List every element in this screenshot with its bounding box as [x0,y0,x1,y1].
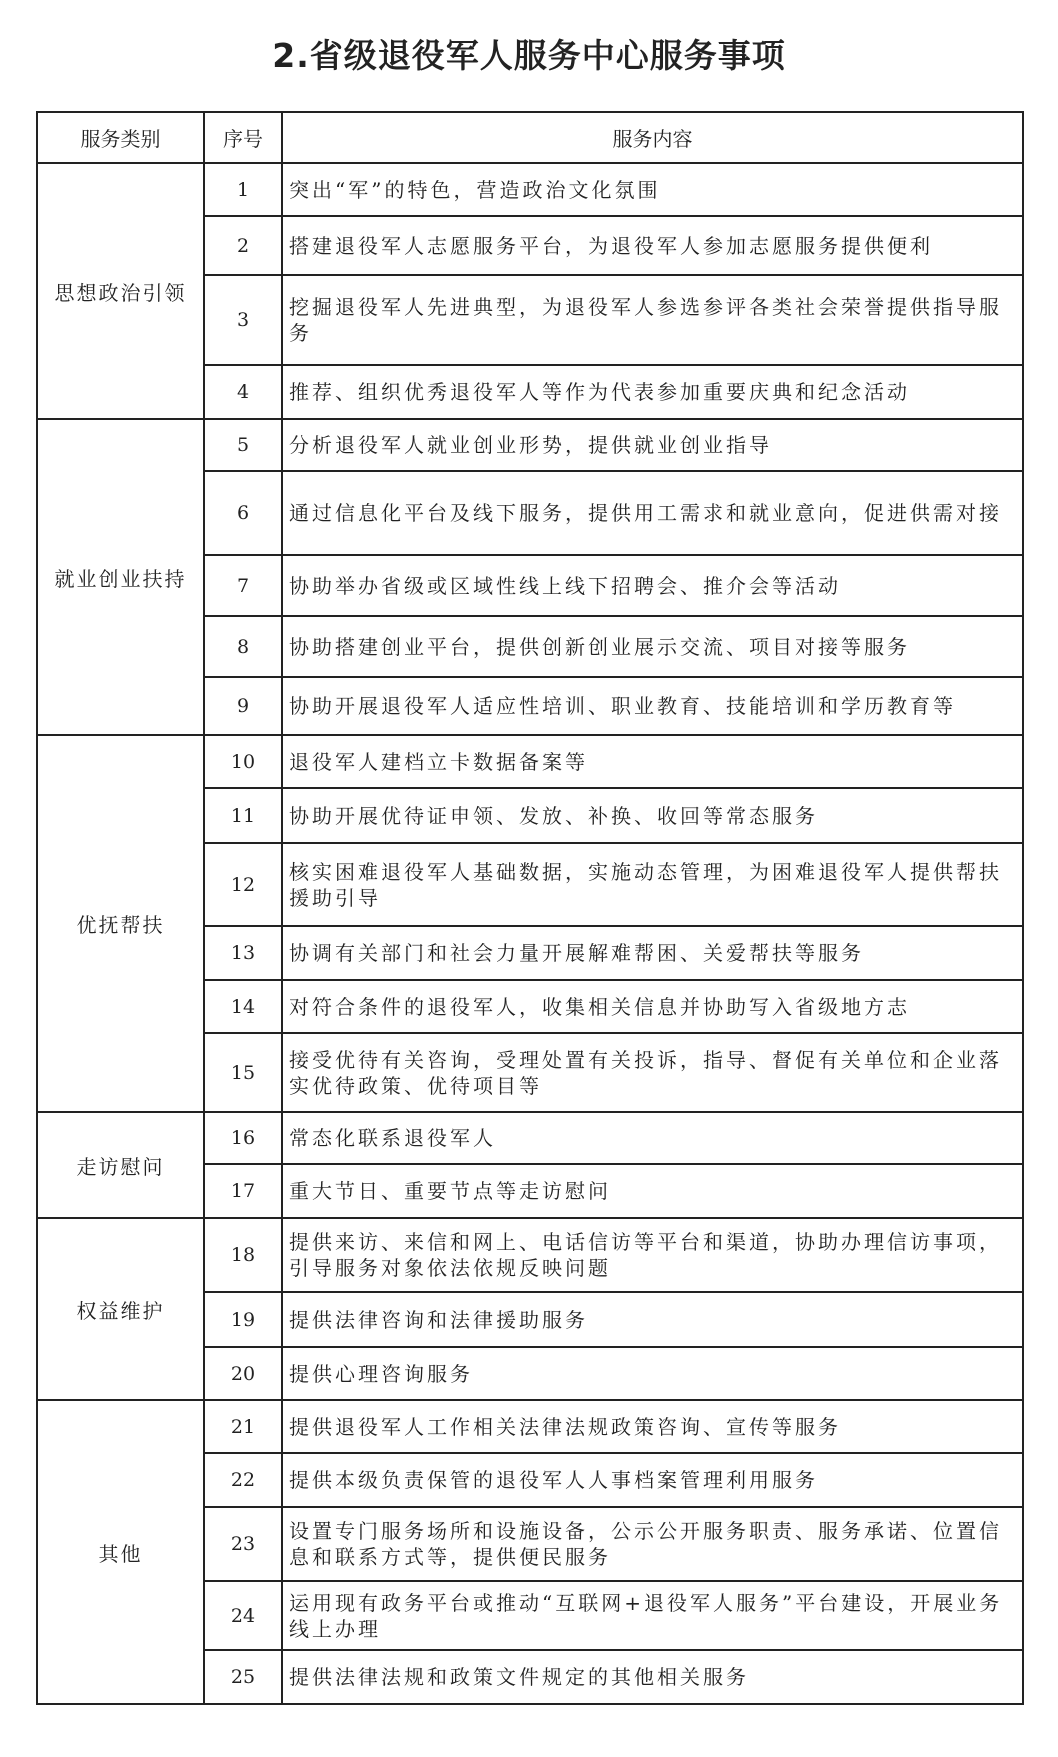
item-number: 3 [204,275,282,365]
item-number: 6 [204,471,282,555]
item-number: 10 [204,735,282,788]
item-content: 协调有关部门和社会力量开展解难帮困、关爱帮扶等服务 [282,926,1023,980]
item-content: 接受优待有关咨询，受理处置有关投诉，指导、督促有关单位和企业落实优待政策、优待项目等 [282,1033,1023,1112]
item-number: 25 [204,1650,282,1704]
item-number: 23 [204,1507,282,1581]
item-content: 提供法律咨询和法律援助服务 [282,1292,1023,1347]
item-number: 7 [204,555,282,616]
item-number: 15 [204,1033,282,1112]
item-content: 重大节日、重要节点等走访慰问 [282,1164,1023,1218]
table-row [37,735,1023,788]
item-number: 17 [204,1164,282,1218]
page-title: 2.省级退役军人服务中心服务事项 [272,36,786,75]
item-content: 常态化联系退役军人 [282,1112,1023,1164]
item-content: 设置专门服务场所和设施设备，公示公开服务职责、服务承诺、位置信息和联系方式等，提供便民服务 [282,1507,1023,1581]
item-content: 协助举办省级或区域性线上线下招聘会、推介会等活动 [282,555,1023,616]
item-number: 1 [204,163,282,216]
item-number: 16 [204,1112,282,1164]
category-cell: 思想政治引领 [37,163,204,419]
category-cell: 权益维护 [37,1218,204,1400]
item-number: 8 [204,616,282,677]
item-content: 提供法律法规和政策文件规定的其他相关服务 [282,1650,1023,1704]
category-cell: 就业创业扶持 [37,419,204,735]
item-content: 提供本级负责保管的退役军人人事档案管理利用服务 [282,1453,1023,1507]
category-cell: 其他 [37,1400,204,1704]
header-number: 序号 [204,112,282,163]
header-category: 服务类别 [37,112,204,163]
item-content: 协助开展退役军人适应性培训、职业教育、技能培训和学历教育等 [282,677,1023,735]
item-number: 20 [204,1347,282,1400]
item-number: 13 [204,926,282,980]
item-content: 对符合条件的退役军人，收集相关信息并协助写入省级地方志 [282,980,1023,1033]
item-content: 提供来访、来信和网上、电话信访等平台和渠道，协助办理信访事项，引导服务对象依法依规反映问题 [282,1218,1023,1292]
item-number: 2 [204,216,282,275]
table-body [37,163,1023,1704]
item-content: 突出“军”的特色，营造政治文化氛围 [282,163,1023,216]
item-content: 协助搭建创业平台，提供创新创业展示交流、项目对接等服务 [282,616,1023,677]
item-content: 协助开展优待证申领、发放、补换、收回等常态服务 [282,788,1023,843]
table-row [37,163,1023,216]
item-content: 提供退役军人工作相关法律法规政策咨询、宣传等服务 [282,1400,1023,1453]
header-content: 服务内容 [282,112,1023,163]
item-number: 18 [204,1218,282,1292]
table-row [37,419,1023,471]
item-number: 21 [204,1400,282,1453]
item-number: 19 [204,1292,282,1347]
item-content: 推荐、组织优秀退役军人等作为代表参加重要庆典和纪念活动 [282,365,1023,419]
table-header-row [37,112,1023,163]
item-number: 4 [204,365,282,419]
service-items-table [36,111,1024,1705]
item-number: 12 [204,843,282,926]
item-content: 核实困难退役军人基础数据，实施动态管理，为困难退役军人提供帮扶援助引导 [282,843,1023,926]
item-number: 9 [204,677,282,735]
item-number: 22 [204,1453,282,1507]
item-content: 搭建退役军人志愿服务平台，为退役军人参加志愿服务提供便利 [282,216,1023,275]
item-content: 通过信息化平台及线下服务，提供用工需求和就业意向，促进供需对接 [282,471,1023,555]
item-number: 11 [204,788,282,843]
table-row [37,1112,1023,1164]
item-number: 24 [204,1581,282,1650]
table-row [37,1400,1023,1453]
item-number: 14 [204,980,282,1033]
category-cell: 优抚帮扶 [37,735,204,1112]
item-content: 退役军人建档立卡数据备案等 [282,735,1023,788]
item-content: 分析退役军人就业创业形势，提供就业创业指导 [282,419,1023,471]
table-row [37,1218,1023,1292]
item-content: 提供心理咨询服务 [282,1347,1023,1400]
item-number: 5 [204,419,282,471]
item-content: 挖掘退役军人先进典型，为退役军人参选参评各类社会荣誉提供指导服务 [282,275,1023,365]
item-content: 运用现有政务平台或推动“互联网+退役军人服务”平台建设，开展业务线上办理 [282,1581,1023,1650]
category-cell: 走访慰问 [37,1112,204,1218]
